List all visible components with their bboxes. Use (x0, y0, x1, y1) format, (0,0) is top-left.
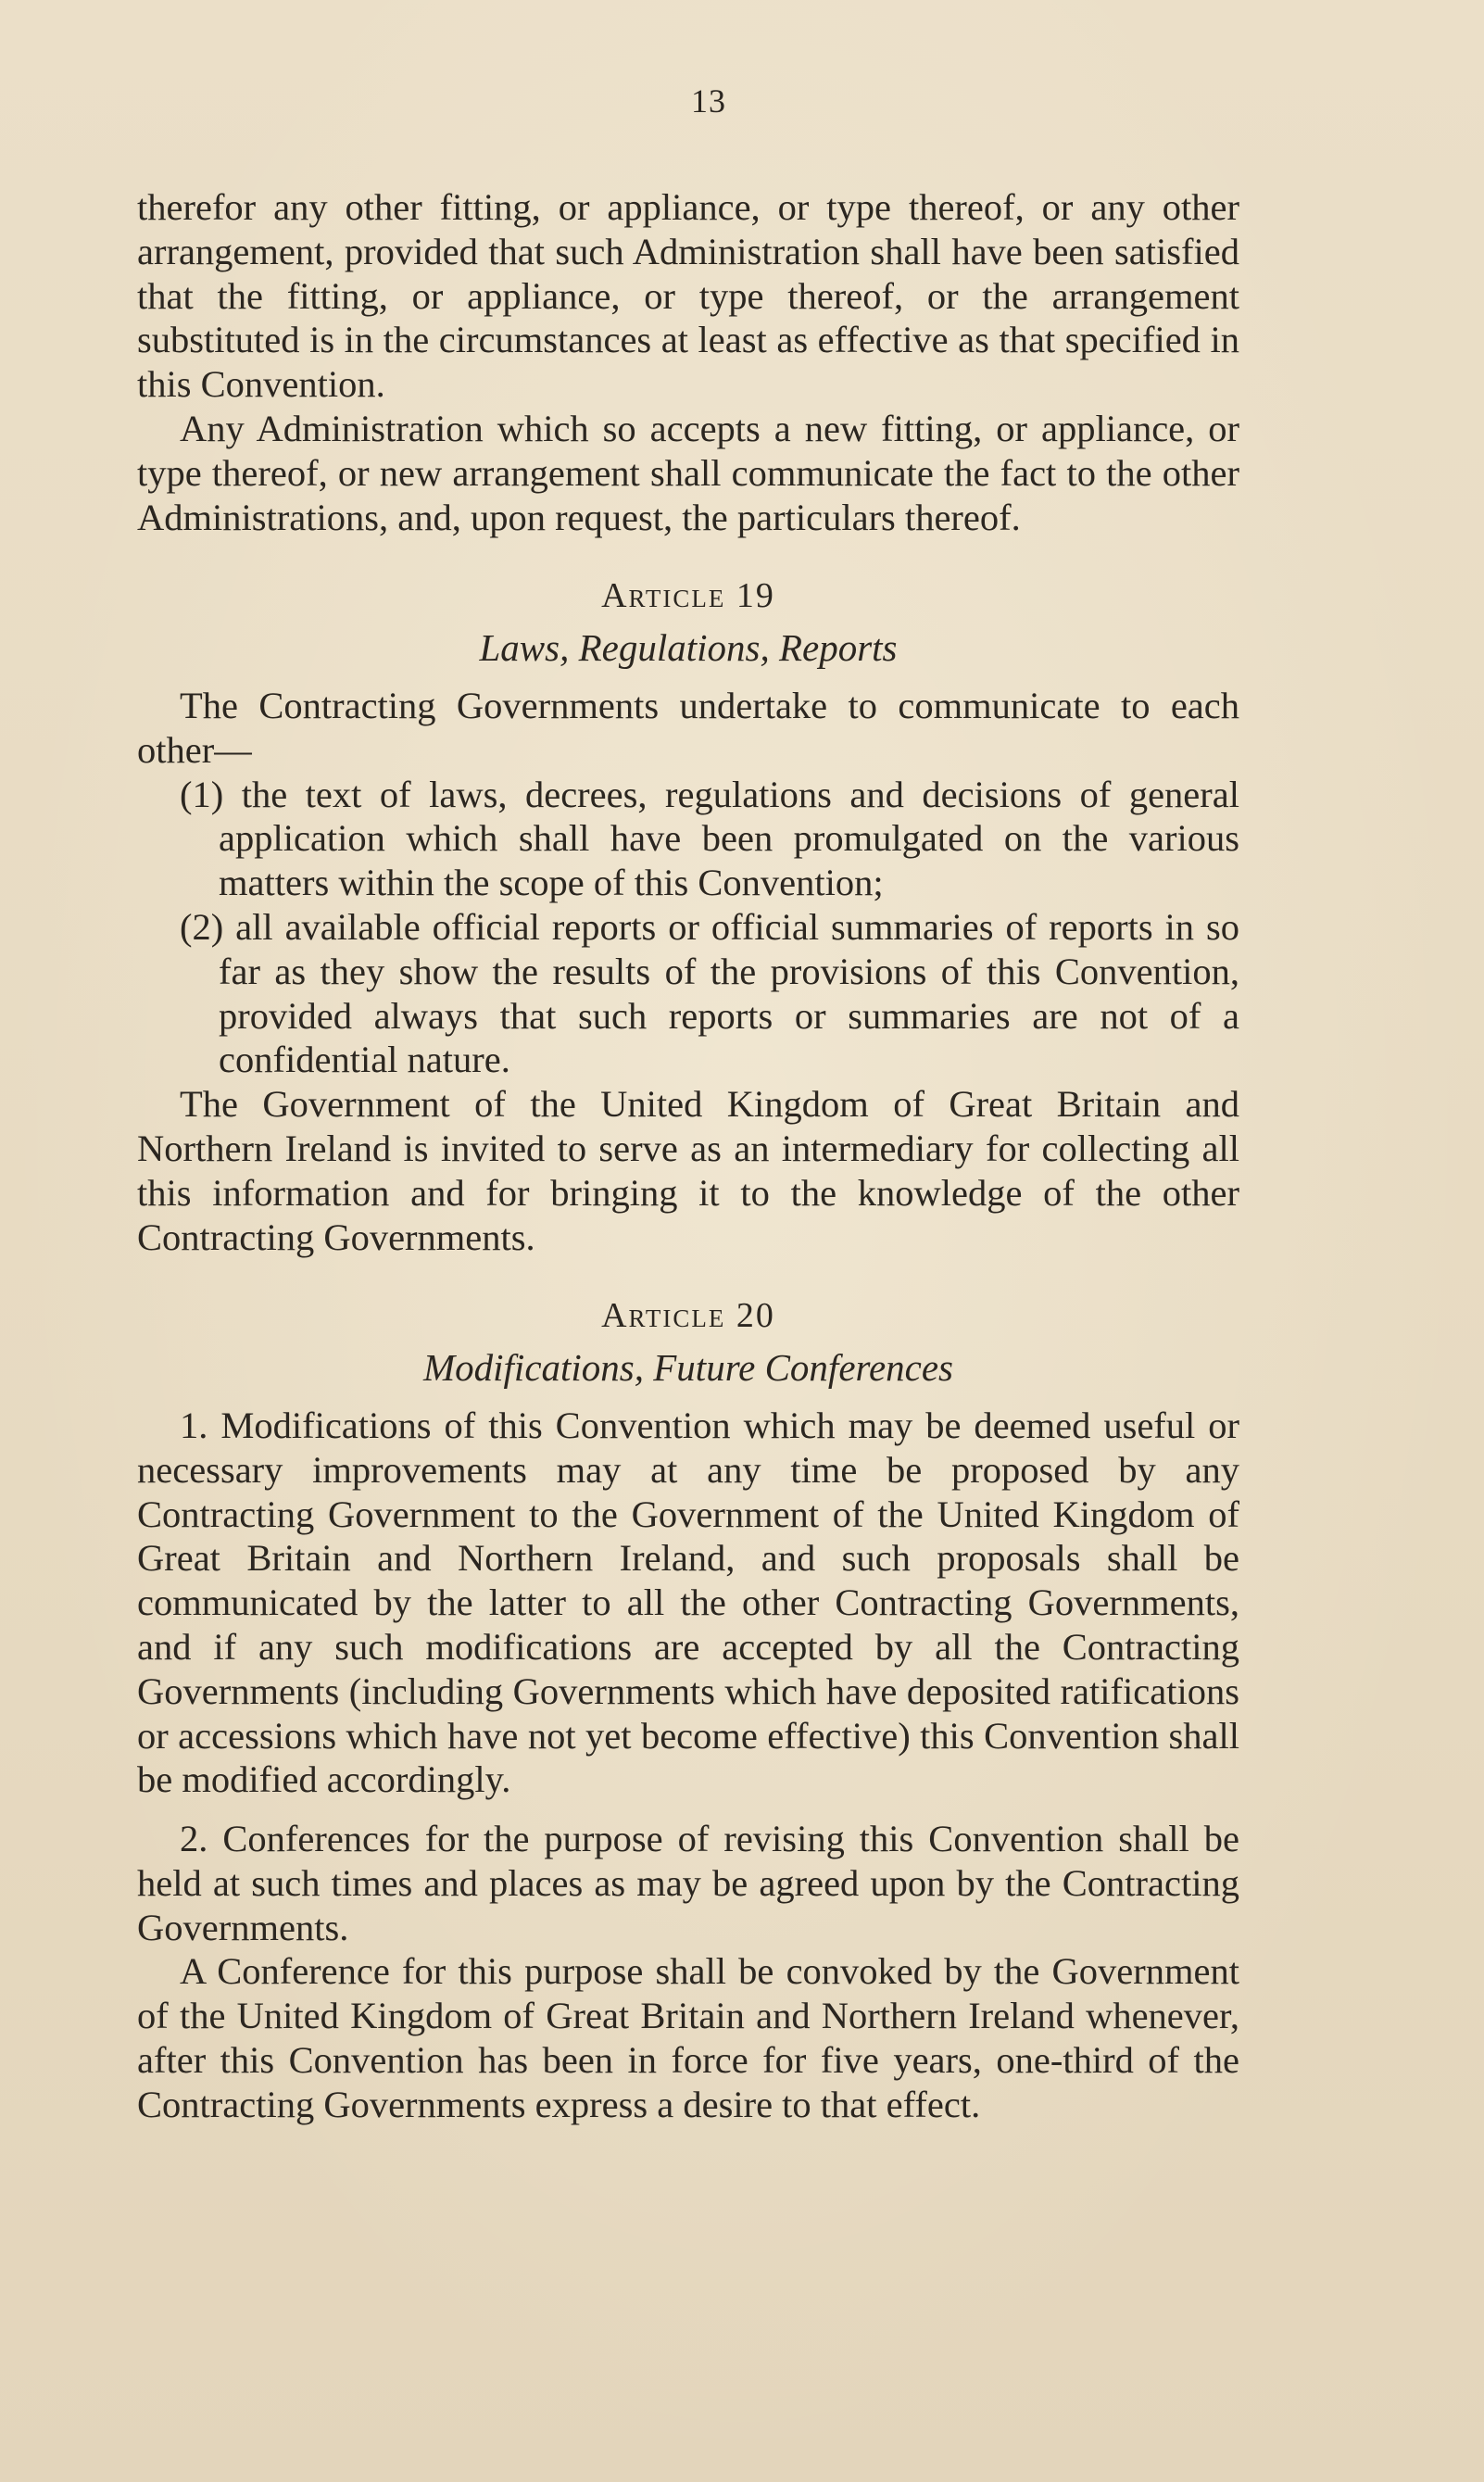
article-20-heading: Article 20 (601, 1296, 775, 1336)
paragraph-administration-accepts: Any Administration which so accepts a new fitting, or appliance, or type thereof, or new arrangement shall communicate the fact to the other Administrations, and, upon request, the particulars thereof. (137, 407, 1239, 538)
article-19-title: Laws, Regulations, Reports (479, 626, 898, 670)
page-number: 13 (691, 82, 726, 120)
list-item-official-reports: (2) all available official reports or official summaries of reports in so far as they show the results of the provisions of this Convention, provided always that such reports or summaries are not of a confidential nature. (180, 905, 1239, 1081)
paragraph-conferences: 2. Conferences for the purpose of revising this Convention shall be held at such times and places as may be agreed upon by the Contracting Governments. (137, 1818, 1239, 1948)
paragraph-uk-intermediary: The Government of the United Kingdom of Great Britain and Northern Ireland is invited to serve as an intermediary for collecting all this information and for bringing it to the knowledge of the other Contracting Governments. (137, 1083, 1239, 1258)
paragraph-modifications: 1. Modifications of this Convention which may be deemed useful or necessary improvements may at any time be proposed by any Contracting Government to the Government of the United Kingdom of Great Britain and Northern Ireland, and such proposals shall be communicated by the latter to all the other Contracting Governments, and if any such modifications are accepted by all the Contracting Governments (including Governments which have deposited ratifications or accessions which have not yet become effective) this Convention shall be modified accordingly. (137, 1404, 1239, 1801)
paragraph-continuation: therefor any other fitting, or appliance, or type thereof, or any other arrangement, provided that such Administration shall have been satisfied that the fitting, or appliance, or type thereof, or the arrangement substituted is in the circumstances at least as effective as that specified in this Convention. (137, 186, 1239, 406)
list-item-laws-text: (1) the text of laws, decrees, regulations and decisions of general application which shall have been promulgated on the various matters within the scope of this Convention; (180, 773, 1239, 904)
article-20-title: Modifications, Future Conferences (423, 1346, 953, 1390)
article-19-heading: Article 19 (601, 576, 775, 616)
document-body (137, 185, 1239, 2127)
paragraph-undertake-communicate: The Contracting Governments undertake to communicate to each other— (137, 684, 1239, 771)
paragraph-conference-convoked: A Conference for this purpose shall be convoked by the Government of the United Kingdom of Great Britain and Northern Ireland whenever, after this Convention has been in force for five years, one-third of the Contracting Governments express a desire to that effect. (137, 1950, 1239, 2125)
